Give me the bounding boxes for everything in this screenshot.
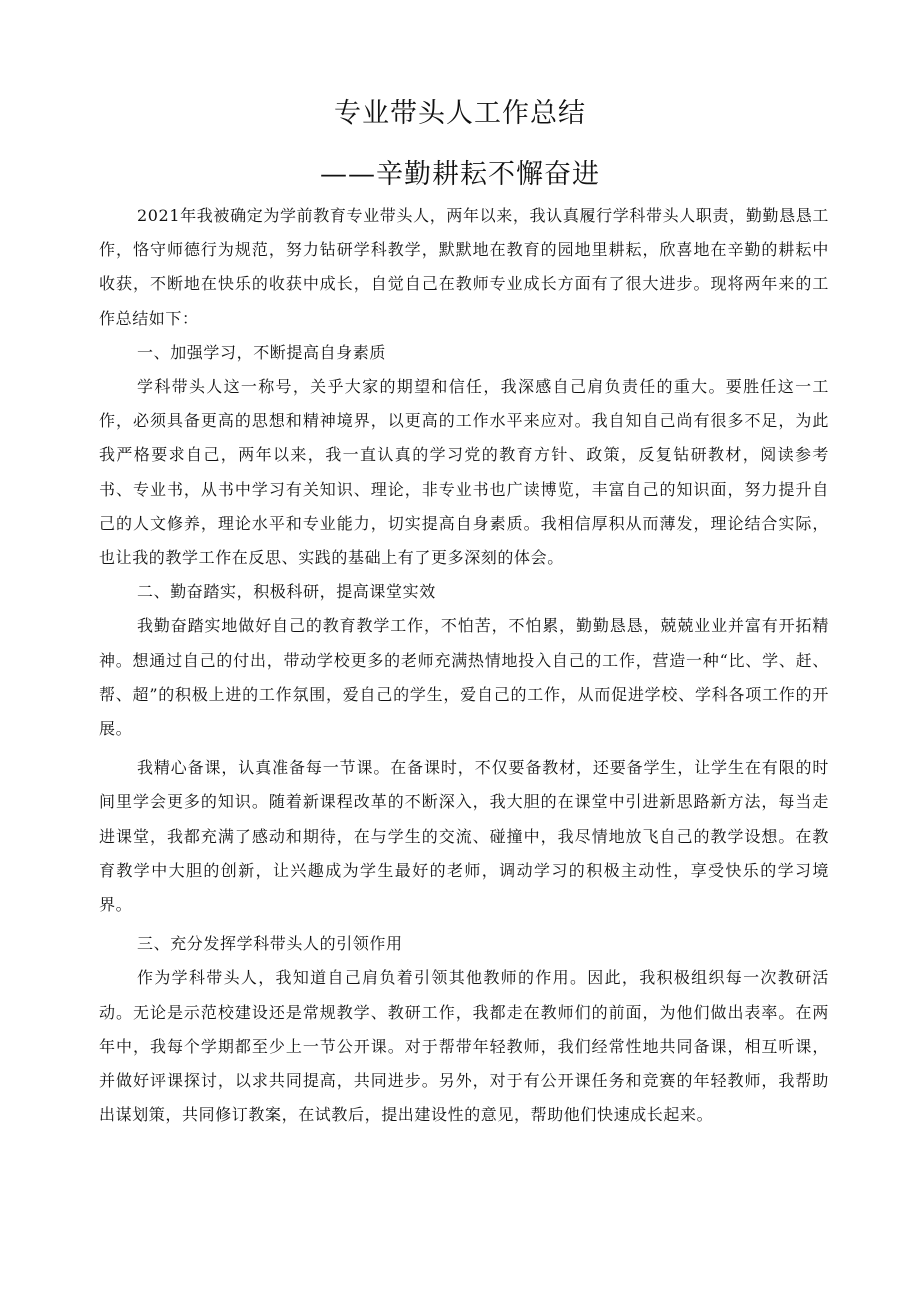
section-heading: 三、充分发挥学科带头人的引领作用 (137, 934, 403, 954)
section-heading: 一、加强学习，不断提高自身素质 (137, 342, 387, 362)
document-body (99, 199, 829, 1132)
intro-paragraph: 2021年我被确定为学前教育专业带头人，两年以来，我认真履行学科带头人职责，勤勤恳恳工作，恪守师德行为规范，努力钻研学科教学，默默地在教育的园地里耕耘，欣喜地在辛勤的耕耘中收获，不断地在快乐的收获中成长，自觉自己在教师专业成长方面有了很大进步。现将两年来的工作总结如下： (99, 206, 829, 328)
page-subtitle: ——辛勤耕耘不懈奋进 (320, 159, 600, 190)
section-heading: 二、勤奋踏实，积极科研，提高课堂实效 (137, 582, 436, 602)
section-paragraph: 我勤奋踏实地做好自己的教育教学工作，不怕苦，不怕累，勤勤恳恳，兢兢业业并富有开拓精神。想通过自己的付出，带动学校更多的老师充满热情地投入自己的工作，营造一种“比、学、赶、帮、超”的积极上进的工作氛围，爱自己的学生，爱自己的工作，从而促进学校、学科各项工作的开展。 (99, 616, 829, 739)
section-paragraph: 学科带头人这一称号，关乎大家的期望和信任，我深感自己肩负责任的重大。要胜任这一工作，必须具备更高的思想和精神境界，以更高的工作水平来应对。我自知自己尚有很多不足，为此我严格要求自己，两年以来，我一直认真的学习党的教育方针、政策，反复钻研教材，阅读参考书、专业书，从书中学习有关知识、理论，非专业书也广读博览，丰富自己的知识面，努力提升自己的人文修养，理论水平和专业能力，切实提高自身素质。我相信厚积从而薄发，理论结合实际，也让我的教学工作在反思、实践的基础上有了更多深刻的体会。 (99, 377, 829, 568)
section-paragraph: 我精心备课，认真准备每一节课。在备课时，不仅要备教材，还要备学生，让学生在有限的时间里学会更多的知识。随着新课程改革的不断深入，我大胆的在课堂中引进新思路新方法，每当走进课堂，我都充满了感动和期待，在与学生的交流、碰撞中，我尽情地放飞自己的教学设想。在教育教学中大胆的创新，让兴趣成为学生最好的老师，调动学习的积极主动性，享受快乐的学习境界。 (99, 758, 829, 915)
section-paragraph: 作为学科带头人，我知道自己肩负着引领其他教师的作用。因此，我积极组织每一次教研活动。无论是示范校建设还是常规教学、教研工作，我都走在教师们的前面，为他们做出表率。在两年中，我每个学期都至少上一节公开课。对于帮带年轻教师，我们经常性地共同备课，相互听课，并做好评课探讨，以求共同提高，共同进步。另外，对于有公开课任务和竞赛的年轻教师，我帮助出谋划策，共同修订教案，在试教后，提出建设性的意见，帮助他们快速成长起来。 (99, 968, 829, 1125)
page-title: 专业带头人工作总结 (334, 98, 586, 129)
